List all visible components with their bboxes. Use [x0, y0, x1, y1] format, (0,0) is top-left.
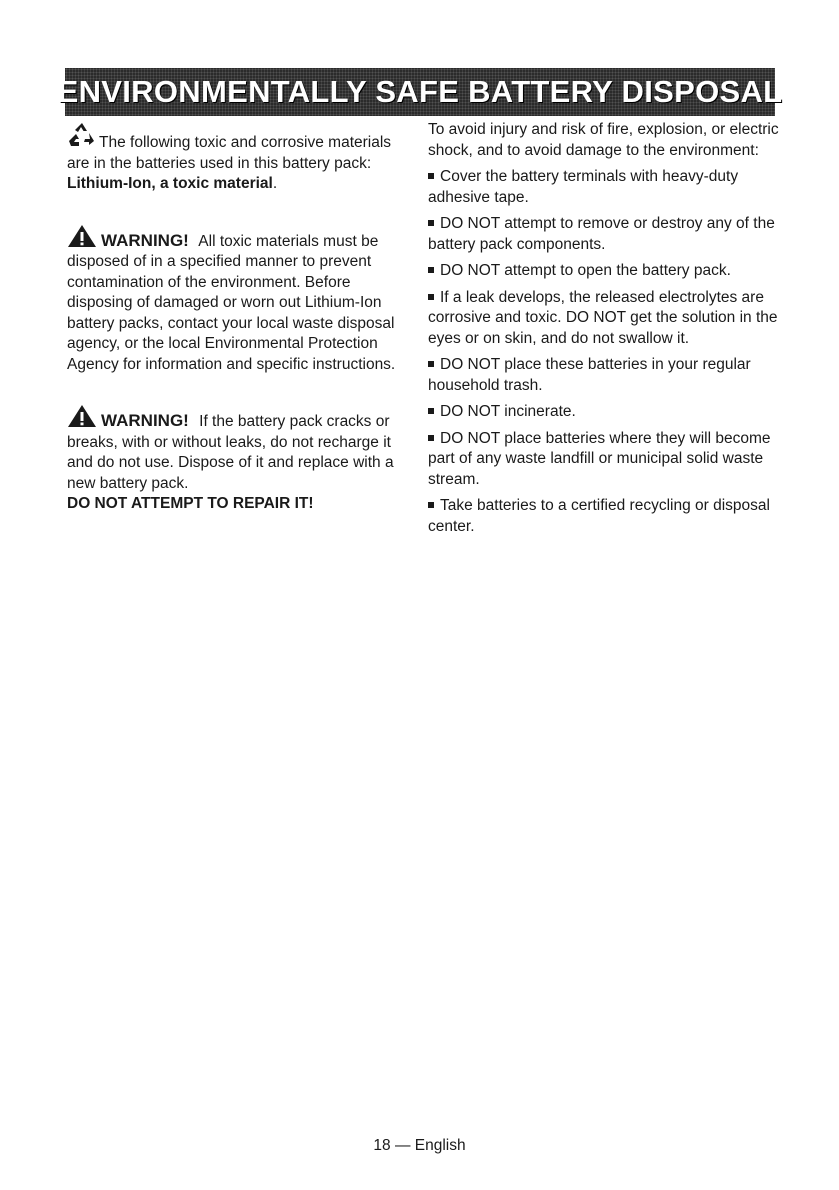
material-period: .	[272, 175, 278, 192]
recycle-icon	[67, 120, 97, 150]
bullet-square-icon	[428, 361, 434, 367]
bullet-square-icon	[428, 220, 434, 226]
bullet-square-icon	[428, 408, 434, 414]
list-item	[428, 496, 780, 537]
list-item	[428, 355, 780, 396]
list-item-text: DO NOT attempt to open the battery pack.	[440, 262, 731, 279]
list-item	[428, 429, 780, 491]
warning-triangle-icon	[67, 224, 97, 248]
warning-label: WARNING!	[101, 230, 189, 250]
recycle-paragraph	[67, 120, 409, 195]
list-item-text: DO NOT attempt to remove or destroy any of the battery pack components.	[428, 215, 775, 253]
list-item	[428, 288, 780, 350]
bullet-square-icon	[428, 294, 434, 300]
list-item-text: Cover the battery terminals with heavy-duty adhesive tape.	[428, 168, 739, 206]
warning-paragraph-2	[67, 404, 409, 515]
warning-triangle-icon	[67, 404, 97, 428]
warning-text: All toxic materials must be disposed of in a specified manner to prevent contamination of the environment. Before disposing of damaged or worn out Lithium-Ion battery packs, contact your local waste disposal agency, or the local Environmental Protection Agency for information and specific instructions.	[67, 232, 396, 373]
list-item-text: Take batteries to a certified recycling or disposal center.	[428, 497, 770, 535]
list-item-text: If a leak develops, the released electrolytes are corrosive and toxic. DO NOT get the solution in the eyes or on skin, and do not swallow it.	[428, 288, 778, 347]
bullet-square-icon	[428, 502, 434, 508]
list-item	[428, 167, 780, 208]
warning-label: WARNING!	[101, 411, 189, 430]
page-title: ENVIRONMENTALLY SAFE BATTERY DISPOSAL	[57, 74, 783, 109]
list-item	[428, 214, 780, 255]
list-item-text: DO NOT place batteries where they will become part of any waste landfill or municipal solid waste stream.	[428, 429, 771, 488]
intro-paragraph: To avoid injury and risk of fire, explosion, or electric shock, and to avoid damage to the environment:	[428, 121, 779, 159]
repair-warning: DO NOT ATTEMPT TO REPAIR IT!	[67, 495, 314, 512]
list-item-text: DO NOT incinerate.	[440, 403, 576, 420]
bullet-square-icon	[428, 267, 434, 273]
material-name: Lithium-Ion, a toxic material	[67, 175, 273, 192]
list-item	[428, 402, 780, 423]
recycle-text: The following toxic and corrosive materials are in the batteries used in this battery pack:	[67, 134, 392, 172]
warning-text: If the battery pack cracks or breaks, with or without leaks, do not recharge it and do not use. Dispose of it and replace with a new battery pack.	[67, 413, 394, 492]
warning-paragraph-1	[67, 224, 409, 376]
list-item-text: DO NOT place these batteries in your regular household trash.	[428, 356, 751, 394]
left-column	[67, 120, 409, 515]
section-banner	[57, 68, 783, 116]
page-footer: 18 — English	[373, 1137, 466, 1154]
right-column	[428, 120, 780, 543]
list-item	[428, 261, 780, 282]
bullet-square-icon	[428, 173, 434, 179]
bullet-square-icon	[428, 435, 434, 441]
